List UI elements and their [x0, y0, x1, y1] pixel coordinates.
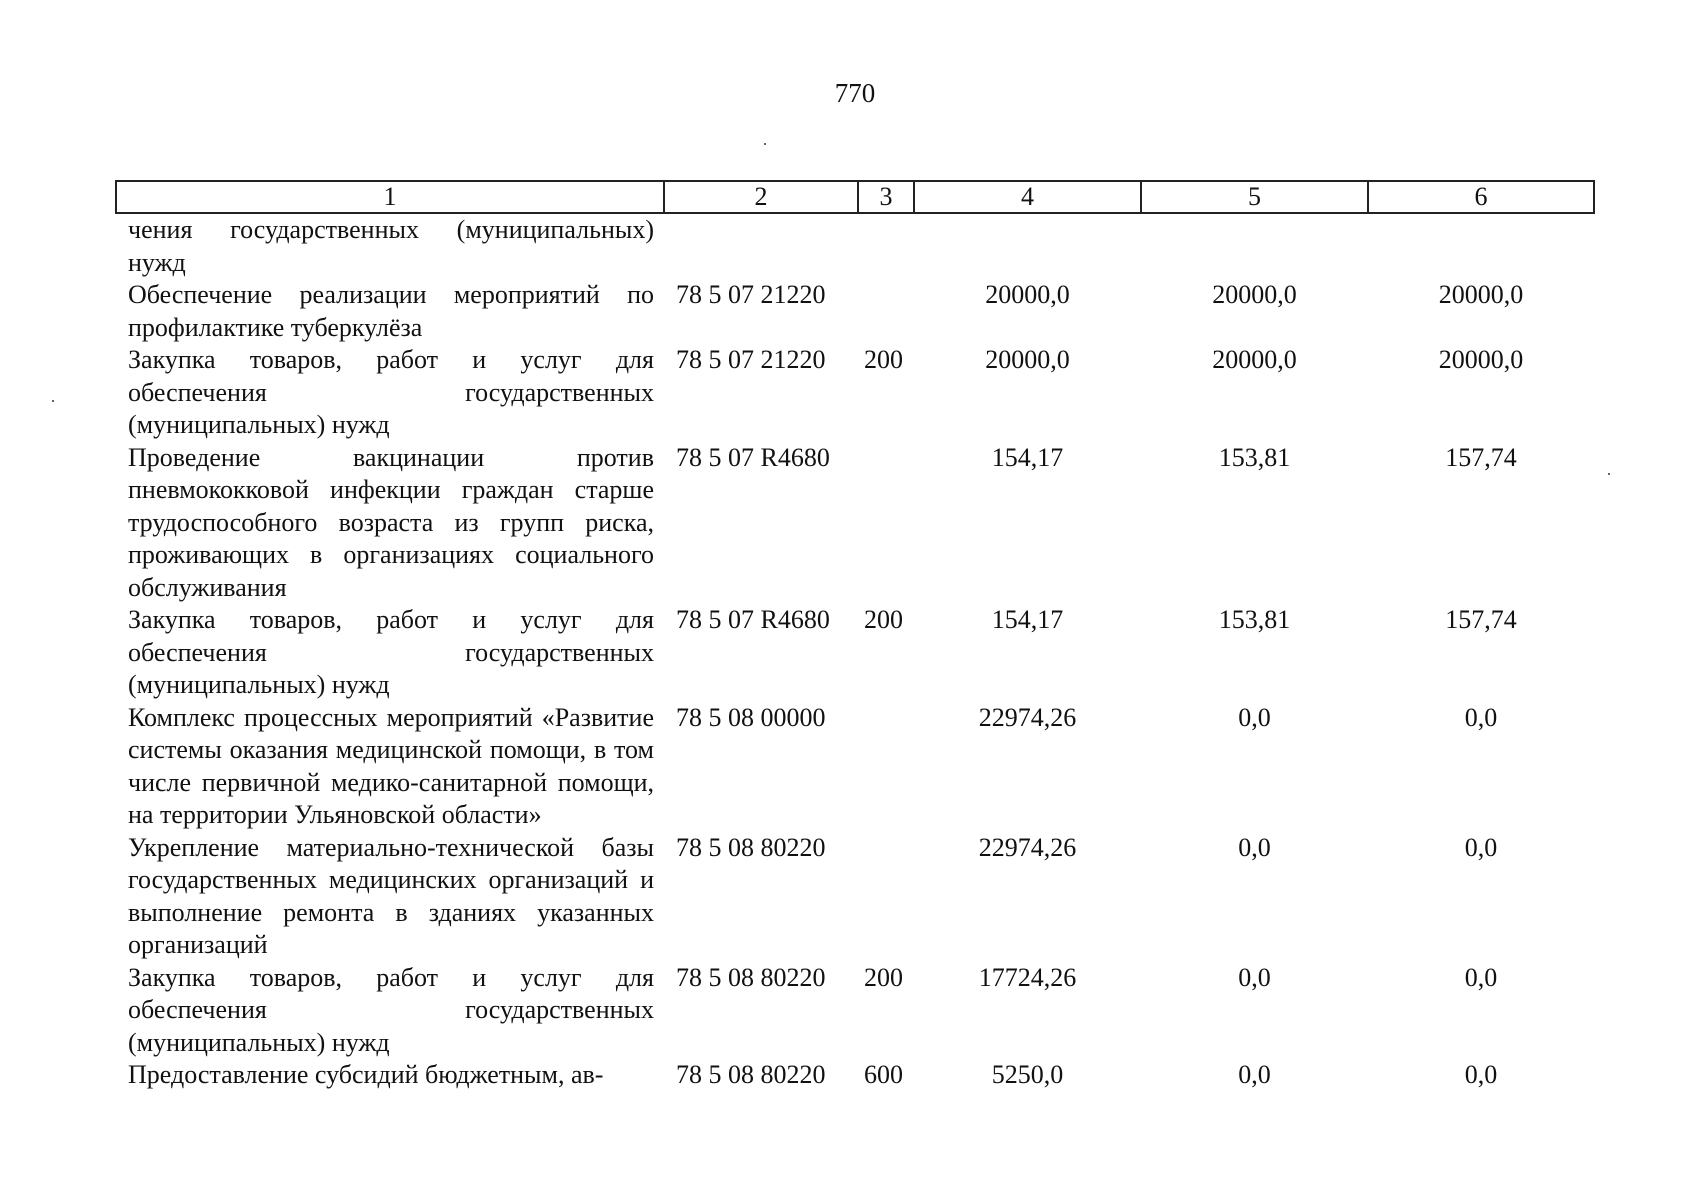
row-type: 200 — [864, 345, 903, 374]
row-value-3 — [1368, 213, 1594, 279]
row-value-3: 0,0 — [1464, 962, 1498, 992]
row-name: Проведение вакцинации против пневмококковой инфекции граждан старше трудоспособного возраста из групп риска, проживающих в организациях социального обслуживания — [128, 442, 654, 602]
row-type — [858, 702, 914, 832]
row-value-3: 157,74 — [1445, 605, 1517, 634]
row-value-2 — [1141, 213, 1368, 279]
row-value-2: 0,0 — [1238, 702, 1271, 732]
row-value-1 — [914, 213, 1141, 279]
column-header: 5 — [1141, 181, 1368, 213]
row-name: Комплекс процессных мероприятий «Развитие системы оказания медицинской помощи, в том числе первичной медико-санитарной помощи, на территории Ульяновской области» — [128, 702, 654, 829]
row-code: 78 5 07 R4680 — [676, 605, 830, 634]
row-type — [858, 832, 914, 962]
scan-speck — [52, 400, 54, 402]
row-type — [858, 442, 914, 605]
row-code: 78 5 08 80220 — [676, 962, 826, 992]
row-value-1: 154,17 — [991, 442, 1064, 472]
table-row — [116, 213, 1594, 279]
table-row — [116, 962, 1594, 1060]
row-value-2: 153,81 — [1218, 442, 1291, 472]
row-value-1: 22974,26 — [978, 832, 1077, 862]
row-type: 200 — [864, 962, 903, 992]
row-value-2: 0,0 — [1238, 1060, 1271, 1089]
row-name: Предоставление субсидий бюджетным, ав- — [128, 1060, 604, 1089]
row-value-1: 154,17 — [991, 605, 1064, 634]
row-type: 200 — [864, 605, 903, 634]
column-header: 3 — [858, 181, 914, 213]
row-name: Закупка товаров, работ и услуг для обеспечения государственных (муниципальных) нужд — [128, 345, 654, 439]
row-value-2: 0,0 — [1238, 832, 1271, 862]
row-code: 78 5 08 00000 — [676, 702, 826, 732]
row-type: 600 — [864, 1060, 903, 1089]
row-value-3: 0,0 — [1464, 702, 1498, 732]
scan-speck — [764, 143, 766, 145]
row-name: Закупка товаров, работ и услуг для обеспечения государственных (муниципальных) нужд — [128, 962, 654, 1057]
row-code: 78 5 07 21220 — [676, 280, 826, 309]
row-name: Закупка товаров, работ и услуг для обеспечения государственных (муниципальных) нужд — [128, 605, 654, 699]
page-number: 770 — [834, 78, 876, 108]
row-code — [664, 213, 858, 279]
table-row — [116, 604, 1594, 702]
table-row — [116, 1059, 1594, 1092]
row-code: 78 5 08 80220 — [676, 832, 826, 862]
table-header-row — [116, 181, 1594, 213]
table-row — [116, 832, 1594, 962]
column-header: 1 — [116, 181, 664, 213]
row-code: 78 5 07 R4680 — [676, 442, 830, 472]
row-value-1: 22974,26 — [978, 702, 1077, 732]
table-row — [116, 442, 1594, 605]
row-value-2: 153,81 — [1218, 605, 1291, 634]
column-header: 4 — [914, 181, 1141, 213]
row-name: чения государственных (муниципальных) нужд — [128, 215, 654, 277]
row-name: Обеспечение реализации мероприятий по профилактике туберкулёза — [128, 280, 654, 342]
row-value-3: 0,0 — [1464, 832, 1498, 862]
row-type — [858, 213, 914, 279]
row-value-2: 20000,0 — [1212, 280, 1297, 309]
row-value-3: 0,0 — [1464, 1060, 1498, 1089]
row-value-3: 20000,0 — [1438, 280, 1524, 309]
row-code: 78 5 07 21220 — [676, 345, 826, 374]
row-value-1: 17724,26 — [978, 962, 1077, 992]
row-value-1: 5250,0 — [991, 1060, 1064, 1089]
row-type — [858, 279, 914, 344]
row-value-3: 20000,0 — [1438, 345, 1524, 374]
row-name: Укрепление материально-технической базы государственных медицинских организаций и выполнение ремонта в зданиях указанных организаций — [128, 832, 654, 959]
row-code: 78 5 08 80220 — [676, 1060, 826, 1089]
table-row — [116, 344, 1594, 442]
column-header: 2 — [664, 181, 858, 213]
budget-table — [115, 180, 1595, 1092]
row-value-2: 20000,0 — [1212, 345, 1297, 374]
row-value-1: 20000,0 — [985, 345, 1070, 374]
column-header: 6 — [1368, 181, 1594, 213]
table-row — [116, 702, 1594, 832]
row-value-3: 157,74 — [1445, 442, 1517, 472]
scan-speck — [1608, 473, 1610, 475]
table-row — [116, 279, 1594, 344]
row-value-2: 0,0 — [1238, 962, 1271, 992]
row-value-1: 20000,0 — [985, 280, 1070, 309]
